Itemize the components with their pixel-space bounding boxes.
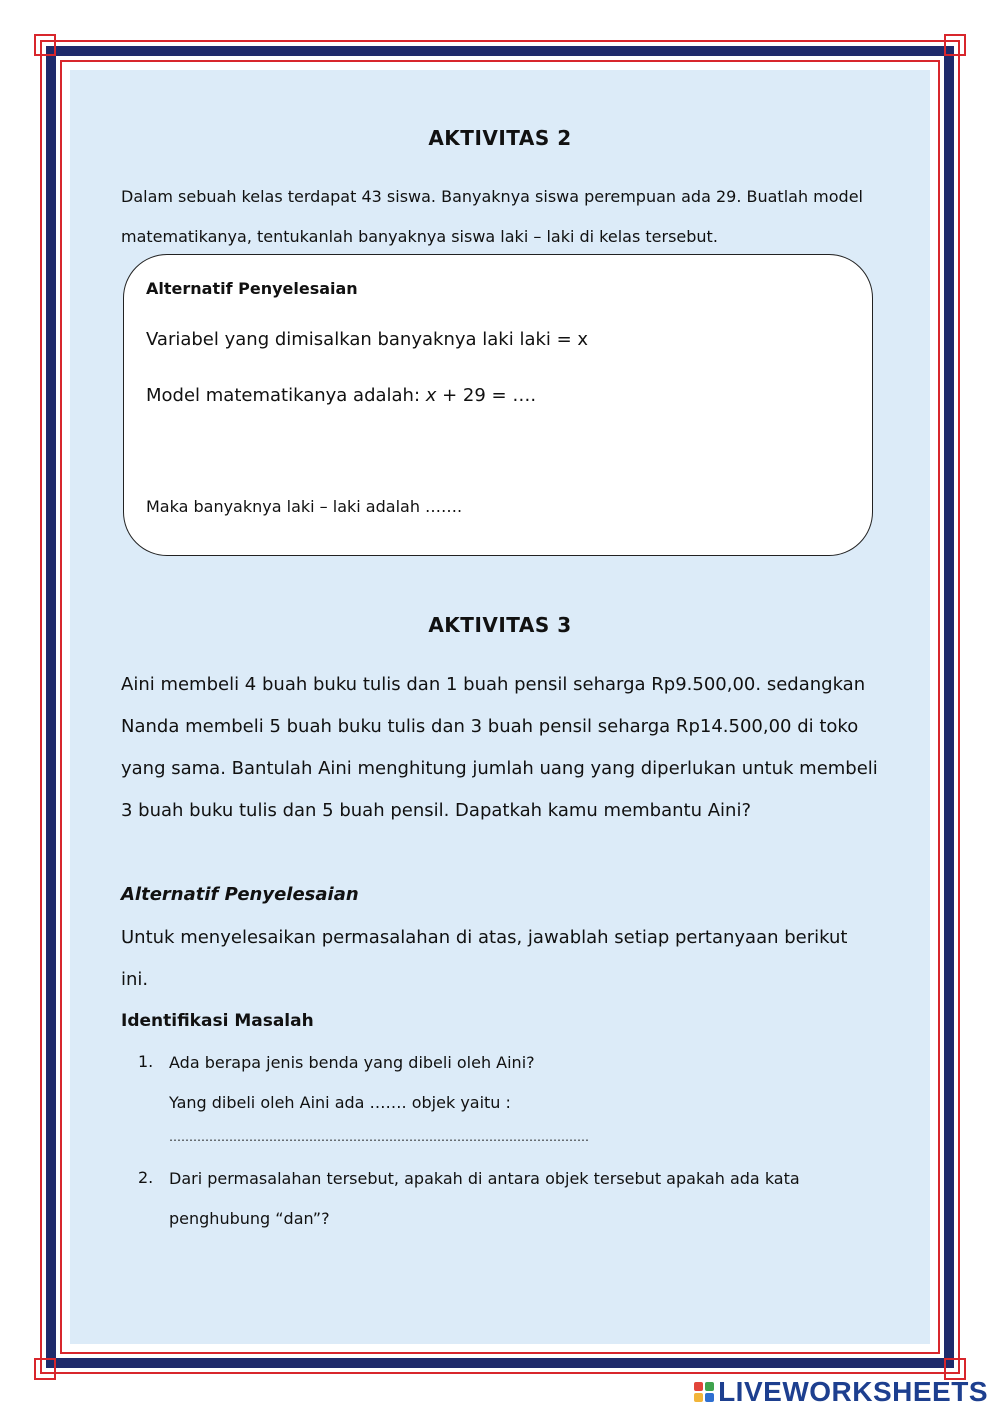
question-1-answer-prompt: Yang dibeli oleh Aini ada ……. objek yaitu : (169, 1093, 511, 1112)
activity-3-heading: AKTIVITAS 3 (428, 613, 572, 637)
problem-line: matematikanya, tentukanlah banyaknya siswa laki – laki di kelas tersebut. (121, 227, 718, 246)
model-statement (146, 385, 536, 406)
activity-2-problem (121, 177, 879, 257)
question-1 (169, 1043, 879, 1123)
question-2-line: Dari permasalahan tersebut, apakah di antara objek tersebut apakah ada kata (169, 1169, 800, 1188)
question-1-number: 1. (138, 1052, 154, 1071)
corner-ornament (34, 1358, 56, 1380)
variable-text: Variabel yang dimisalkan banyaknya laki laki = (146, 329, 578, 350)
variable-statement (146, 329, 588, 350)
problem-line: yang sama. Bantulah Aini menghitung jumlah uang yang diperlukan untuk membeli (121, 758, 878, 779)
problem-line: 3 buah buku tulis dan 5 buah pensil. Dapatkah kamu membantu Aini? (121, 800, 751, 821)
model-variable: x (425, 385, 437, 406)
solution-box (123, 254, 873, 556)
activity-2-heading: AKTIVITAS 2 (428, 126, 572, 150)
corner-ornament (34, 34, 56, 56)
solution-title: Alternatif Penyelesaian (146, 279, 358, 298)
answer-statement: Maka banyaknya laki – laki adalah ……. (146, 497, 463, 516)
question-2-number: 2. (138, 1168, 154, 1187)
corner-ornament (944, 34, 966, 56)
problem-line: Dalam sebuah kelas terdapat 43 siswa. Banyaknya siswa perempuan ada 29. Buatlah model (121, 187, 863, 206)
brand-text: LIVEWORKSHEETS (718, 1376, 988, 1407)
problem-line: Aini membeli 4 buah buku tulis dan 1 buah pensil seharga Rp9.500,00. sedangkan (121, 674, 866, 695)
intro-line: Untuk menyelesaikan permasalahan di atas, jawablah setiap pertanyaan berikut (121, 927, 848, 948)
liveworksheets-icon (694, 1382, 714, 1402)
model-text: Model matematikanya adalah: (146, 385, 426, 406)
activity-3-problem (121, 664, 879, 832)
problem-line: Nanda membeli 5 buah buku tulis dan 3 buah pensil seharga Rp14.500,00 di toko (121, 716, 859, 737)
question-1-text: Ada berapa jenis benda yang dibeli oleh Aini? (169, 1053, 535, 1072)
solution-intro (121, 917, 879, 1001)
identification-title: Identifikasi Masalah (121, 1011, 314, 1031)
alternative-solution-title: Alternatif Penyelesaian (121, 884, 359, 905)
question-2 (169, 1159, 879, 1239)
question-2-line: penghubung “dan”? (169, 1209, 330, 1228)
answer-blank-line[interactable]: …………………………………………………………………………………………… (169, 1130, 589, 1144)
liveworksheets-logo (694, 1376, 988, 1408)
intro-line: ini. (121, 969, 149, 990)
variable-symbol: x (577, 329, 589, 350)
model-rest: + 29 = …. (436, 385, 537, 406)
